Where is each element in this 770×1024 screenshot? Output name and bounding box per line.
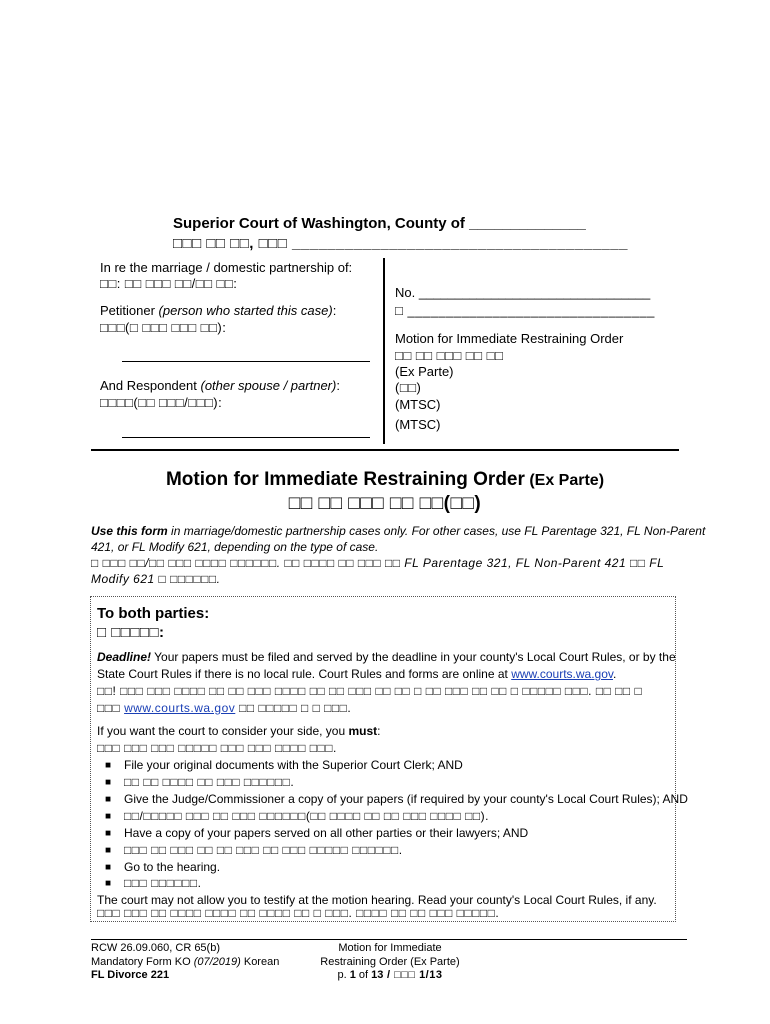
consider-bold: must — [348, 724, 378, 738]
box-heading-ko: □ □□□□□: — [97, 624, 165, 641]
caption-divider — [383, 258, 385, 444]
footer-page-number — [300, 969, 480, 981]
intro-text-1: in marriage/domestic partnership cases only. For other cases, use FL Parentage 321, FL Non-Parent — [167, 524, 706, 538]
deadline-ko-text-2: □□□ — [97, 701, 125, 715]
page-title-ko: □□ □□ □□□ □□ □□(□□) — [288, 493, 482, 514]
bullet-icon: ■ — [105, 828, 112, 839]
bullet-icon: ■ — [105, 794, 112, 805]
petitioner-name-field[interactable] — [122, 361, 370, 362]
page-prefix: p. — [337, 969, 350, 981]
mtsc-code-2: (MTSC) — [395, 417, 441, 432]
court-title-ko: □□□ □□ □□, □□□ ______________________________________ — [173, 235, 628, 252]
deadline-ko-line-1: □□! □□□ □□□ □□□□ □□ □□ □□□ □□□□ □□ □□ □□□ □□ □□ □ □□ □□□ □□ □□ □ □□□□□ □□□. □□ □□ □ — [97, 684, 643, 698]
doc-title-ko: □□ □□ □□□ □□ □□ — [395, 348, 504, 363]
mtsc-code: (MTSC) — [395, 397, 441, 412]
testify-note: The court may not allow you to testify at the motion hearing. Read your county's Local Court Rules, if any. — [97, 893, 657, 907]
consider-line-ko: □□□ □□□ □□□ □□□□□ □□□ □□□ □□□□ □□□. — [97, 741, 337, 755]
bullet-item-6: □□□ □□ □□□ □□ □□ □□□ □□ □□□ □□□□□ □□□□□□. — [124, 843, 403, 857]
bullet-item-2: □□ □□ □□□□ □□ □□□ □□□□□□. — [124, 775, 295, 789]
deadline-bold: Deadline! — [97, 650, 152, 664]
petitioner-label-text: Petitioner — [100, 303, 155, 318]
deadline-text-1: Your papers must be filed and served by the deadline in your county's Local Court Rules, or by the — [151, 650, 676, 664]
deadline-line-1 — [97, 650, 676, 664]
bullet-item-5: Have a copy of your papers served on all other parties or their lawyers; AND — [124, 826, 529, 840]
intro-ko-line-2: Modify 621 □ □□□□□□. — [91, 572, 221, 586]
in-re-label: In re the marriage / domestic partnership of: — [100, 260, 353, 275]
intro-ko-line-1: □ □□□ □□/□□ □□□ □□□□ □□□□□□. □□ □□□□ □□ □□□ □□ FL Parentage 321, FL Non-Parent 421 □□ FL — [91, 556, 665, 570]
bullet-item-8: □□□ □□□□□□. — [124, 876, 202, 890]
page-title — [0, 469, 770, 491]
bullet-icon: ■ — [105, 845, 112, 856]
page-ko: / □□□ 1/13 — [383, 969, 443, 981]
bullet-icon: ■ — [105, 878, 112, 889]
bullet-item-7: Go to the hearing. — [124, 860, 221, 874]
respondent-label-text: And Respondent — [100, 378, 197, 393]
respondent-label — [100, 378, 340, 393]
doc-title-en: Motion for Immediate Restraining Order — [395, 331, 624, 346]
courts-link[interactable]: www.courts.wa.gov — [511, 667, 614, 681]
page-of: of — [355, 969, 372, 981]
footer-rcw: RCW 26.09.060, CR 65(b) — [91, 942, 220, 954]
deadline-ko-line-2 — [97, 701, 351, 715]
ex-parte-ko: (□□) — [395, 380, 422, 395]
deadline-line-2 — [97, 667, 616, 681]
case-number-field-ko[interactable]: □ ________________________________ — [395, 303, 655, 318]
intro-bold: Use this form — [91, 524, 168, 538]
deadline-ko-text-2b: □□ □□□□□ □ □ □□□. — [235, 701, 352, 715]
in-re-label-ko: □□: □□ □□□ □□/□□ □□: — [100, 276, 238, 291]
footer-rule — [91, 939, 687, 940]
petitioner-note: (person who started this case) — [158, 303, 333, 318]
bullet-icon: ■ — [105, 811, 112, 822]
page-title-suffix: (Ex Parte) — [524, 472, 605, 489]
page-total: 13 — [371, 969, 384, 981]
intro-line-2: 421, or FL Modify 621, depending on the type of case. — [91, 540, 379, 554]
deadline-period: . — [613, 667, 617, 681]
footer-form-id: FL Divorce 221 — [91, 969, 170, 981]
footer-title-1: Motion for Immediate — [338, 942, 442, 954]
petitioner-label-ko: □□□(□ □□□ □□□ □□): — [100, 320, 227, 335]
consider-text: If you want the court to consider your side, you — [97, 724, 349, 738]
petitioner-label — [100, 303, 336, 318]
respondent-name-field[interactable] — [122, 437, 370, 438]
bullet-icon: ■ — [105, 862, 112, 873]
bullet-icon: ■ — [105, 777, 112, 788]
testify-note-ko: □□□ □□□ □□ □□□□ □□□□ □□ □□□□ □□ □ □□□. □□□□ □□ □□ □□□ □□□□□. — [97, 906, 500, 920]
bullet-icon: ■ — [105, 760, 112, 771]
petitioner-colon: : — [332, 303, 337, 318]
case-number-field[interactable]: No. ________________________________ — [395, 285, 651, 300]
court-title-en: Superior Court of Washington, County of ______________ — [173, 215, 586, 232]
respondent-label-ko: □□□□(□□ □□□/□□□): — [100, 395, 223, 410]
bullet-item-3: Give the Judge/Commissioner a copy of your papers (if required by your county's Local Court Rules); AND — [124, 792, 688, 806]
footer-mandatory — [91, 956, 279, 968]
caption-bottom-rule — [91, 449, 679, 451]
bullet-item-1: File your original documents with the Superior Court Clerk; AND — [124, 758, 463, 772]
bullet-item-4: □□/□□□□□ □□□ □□ □□□ □□□□□□(□□ □□□□ □□ □□ □□□ □□□□ □□). — [124, 809, 489, 823]
deadline-text-2: State Court Rules if there is no local rule. Court Rules and forms are online at — [97, 667, 512, 681]
page-title-main: Motion for Immediate Restraining Order — [165, 469, 525, 490]
consider-colon: : — [377, 724, 381, 738]
box-heading: To both parties: — [97, 605, 210, 622]
courts-link-ko[interactable]: www.courts.wa.gov — [124, 701, 236, 715]
respondent-colon: : — [336, 378, 340, 393]
footer-mandatory-text: Mandatory Form KO — [91, 956, 194, 968]
consider-line — [97, 724, 380, 738]
footer-language: Korean — [240, 956, 280, 968]
intro-line-1 — [91, 524, 705, 538]
footer-title-2: Restraining Order (Ex Parte) — [320, 956, 460, 968]
page-current: 1 — [349, 969, 356, 981]
footer-date: (07/2019) — [193, 956, 241, 968]
ex-parte-en: (Ex Parte) — [395, 364, 454, 379]
respondent-note: (other spouse / partner) — [200, 378, 337, 393]
